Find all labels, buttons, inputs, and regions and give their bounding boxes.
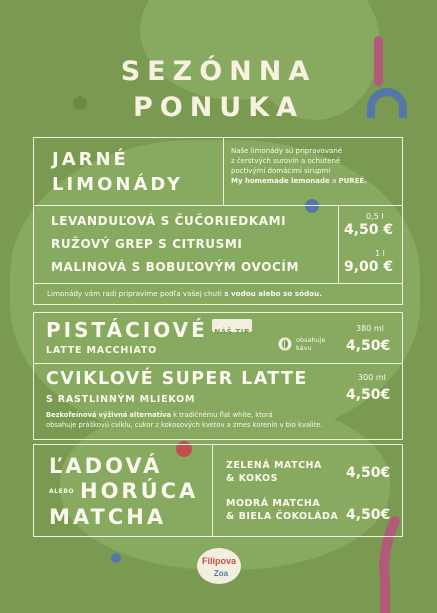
divider xyxy=(33,283,403,284)
divider xyxy=(33,205,403,206)
logo-text-1: Filipova xyxy=(201,556,237,566)
page-title-line2: PONUKA xyxy=(132,92,305,123)
beet-latte-size: 300 ml xyxy=(358,373,386,382)
logo-text-2: Zoa xyxy=(213,569,229,578)
pistachio-name: PISTÁCIOVÉ xyxy=(46,318,208,342)
divider xyxy=(33,363,403,364)
lemonade-title-line2: LIMONÁDY xyxy=(52,174,184,195)
lemonade-intro: Naše limonády sú pripravované z čerstvých surovín a ochutené poctivými domácimi sirupmi My homemade lemonade a PUREÉ. xyxy=(231,147,367,185)
divider xyxy=(338,205,339,283)
matcha-item1: ZELENÁ MATCHA & KOKOS xyxy=(226,460,322,484)
brand-logo xyxy=(196,546,242,586)
lemonade-size-small: 0,5 l xyxy=(366,212,384,221)
page-title-line1: SEZÓNNA xyxy=(120,56,317,87)
lemonade-price-small: 4,50 € xyxy=(344,222,394,238)
lemonade-flavor: MALINOVÁ S BOBUĽOVÝM OVOCÍM xyxy=(51,260,300,274)
beet-latte-sub: S RASTLINNÝM MLIEKOM xyxy=(46,394,196,405)
matcha-line1: ĽADOVÁ xyxy=(49,454,163,478)
matcha-line3: MATCHA xyxy=(49,505,167,529)
lemonade-title-line1: JARNÉ xyxy=(52,149,129,170)
matcha-alebo: ALEBO xyxy=(49,488,75,495)
pistachio-price: 4,50€ xyxy=(346,338,391,354)
lemonade-note: Limonády vám radi pripravíme podľa vašej chuti s vodou alebo so sódou. xyxy=(47,289,322,298)
lemonade-price-large: 9,00 € xyxy=(344,259,394,275)
tip-badge: NÁŠ TIP xyxy=(212,319,252,332)
lemonade-flavor: LEVANDUĽOVÁ S ČUČORIEDKAMI xyxy=(51,214,287,228)
beet-latte-price: 4,50€ xyxy=(346,387,391,403)
matcha-line2: HORÚCA xyxy=(80,479,199,503)
coffee-bean-icon xyxy=(278,337,292,351)
matcha-item1-price: 4,50€ xyxy=(346,465,391,481)
matcha-item2-price: 4,50€ xyxy=(346,507,391,523)
pistachio-sub: LATTE MACCHIATO xyxy=(46,345,158,356)
divider xyxy=(223,137,224,205)
matcha-item2: MODRÁ MATCHA & BIELA ČOKOLÁDA xyxy=(226,498,339,522)
lemonade-flavor: RUŽOVÝ GREP S CITRUSMI xyxy=(51,237,243,251)
blue-dot-small xyxy=(111,553,121,563)
contains-coffee-label: obsahuje kávu xyxy=(296,336,326,352)
pistachio-size: 380 ml xyxy=(356,324,384,333)
beet-latte-name: CVIKLOVÉ SUPER LATTE xyxy=(46,369,308,389)
beet-latte-description: Bezkofeínová výživná alternatíva k tradičnému flat white, ktorá obsahuje práškovú cviklu, cukor z kokosových kvetov a zmes korenín v bio kvalite. xyxy=(46,411,323,429)
divider xyxy=(212,444,213,537)
lemonade-size-large: 1 l xyxy=(375,249,385,258)
